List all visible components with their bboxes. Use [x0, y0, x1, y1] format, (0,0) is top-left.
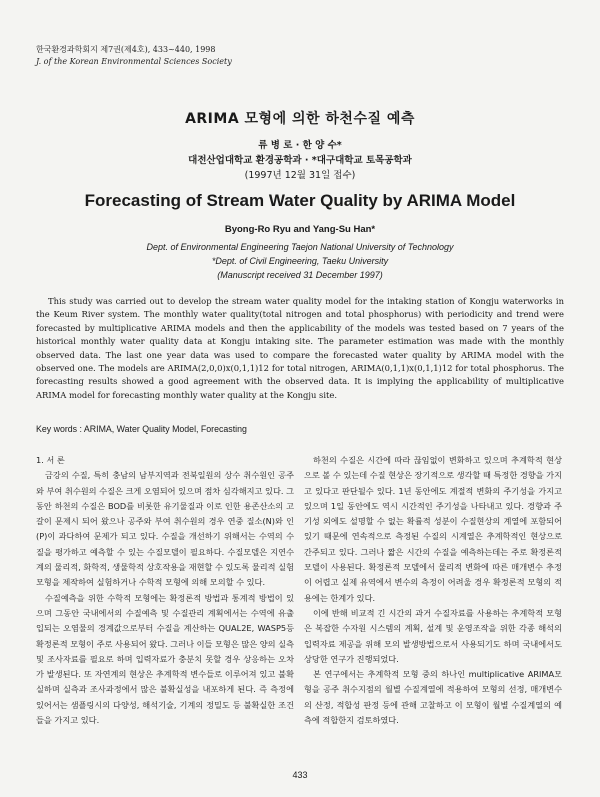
- journal-volume-line: 한국환경과학회지 제7권(제4호), 433~440, 1998: [36, 45, 216, 54]
- korean-title: ARIMA 모형에 의한 하천수질 예측: [185, 111, 415, 127]
- keywords: Key words : ARIMA, Water Quality Model, Forecasting: [36, 424, 247, 434]
- right-column: [304, 453, 562, 728]
- korean-received-date: (1997년 12월 31일 접수): [244, 170, 356, 181]
- abstract: [36, 295, 564, 402]
- paragraph: 본 연구에서는 추계학적 모형 중의 하나인 multiplicative ARIMA모형을 공주 취수지점의 월별 수질계열에 적용하여 모형의 선정, 매개변수의 산정, 적합성 판정 등에 관해 고찰하고 이 모형이 월별 수질계열의 예측에 적합한지 검토하였다.: [304, 669, 562, 726]
- korean-authors: 류 병 로 · 한 양 수*: [258, 140, 342, 151]
- paragraph: 수질예측을 위한 수학적 모형에는 확정론적 방법과 통계적 방법이 있으며 그동안 국내에서의 수질예측 및 수질관리 계획에서는 수역에 유출입되는 오염물의 경계값으로부터 수질을 계산하는 QUAL2E, WASP5등 확정론적 모형이 주로 사용되어 왔다. 그러나 이들 모형은 많은 양의 실측 및 조사자료를 필요로 하며 입력자료가 충분치 못할 경우 상응하는 오차가 발생된다. 또 자연계의 현상은 추계학적 변수들로 이루어져 있고 불확실하며 실측과 조사과정에서 많은 불확실성을 내포하게 된다. 즉 측정에 있어서는 샘플링시의 다양성, 해석기술, 기계의 정밀도 등 불확실한 조건들을 가지고 있다.: [36, 592, 294, 726]
- english-affiliation-1: Dept. of Environmental Engineering Taejon National University of Technology: [146, 242, 454, 252]
- paragraph: 금강의 수질, 특히 충남의 남부지역과 전북일원의 상수 취수원인 공주와 부여 취수원의 수질은 크게 오염되어 있으며 점차 심각해지고 있다. 그동안 하천의 수질은 BOD를 비롯한 유기물질과 이로 인한 용존산소의 고갈이 문제시 되어 왔으나 공주와 부여 취수원의 경우 연중 질소(N)와 인(P)이 과다하여 문제가 되고 있다. 수질을 개선하기 위해서는 수역의 수질을 평가하고 예측할 수 있는 수질모델이 필요하다. 수질모델은 지연수계의 물리적, 화학적, 생물학적 상호작용을 재현할 수 있도록 물리적 실험모형을 제작하여 실험하거나 수학적 모형에 의해 모의할 수 있다.: [36, 470, 294, 588]
- english-affiliation-2: *Dept. of Civil Engineering, Taeku University: [211, 256, 389, 266]
- manuscript-received: (Manuscript received 31 December 1997): [217, 270, 383, 280]
- english-authors: Byong-Ro Ryu and Yang-Su Han*: [224, 224, 376, 235]
- left-column: [36, 453, 294, 728]
- abstract-text: This study was carried out to develop the stream water quality model for the intaking station of Kongju waterworks in the Keum River system. The monthly water quality(total nitrogen and total phosphorus) with periodicity and trend were forecasted by multiplicative ARIMA models and then the applicability of the models was tested based on 7 years of the historical monthly water quality data at Kongju intaking site. The parameter estimation was made with the monthly observed data. The last one year data was used to compare the forecasted water quality by ARIMA model with the observed one. The models are ARIMA(2,0,0)x(0,1,1)12 for total nitrogen, ARIMA(0,1,1)x(0,1,1)12 for total phosphorus. The forecasting results showed a good agreement with the observed data. It is implying the applicability of multiplicative ARIMA model for forecasting monthly water quality at the Kongju site.: [36, 296, 564, 400]
- korean-affiliation: 대전산업대학교 환경공학과 · *대구대학교 토목공학과: [188, 155, 412, 166]
- page-number: 433: [292, 770, 308, 780]
- journal-name: J. of the Korean Environmental Sciences Society: [36, 57, 232, 66]
- paragraph: 이에 반해 비교적 긴 시간의 과거 수질자료를 사용하는 추계학적 모형은 복잡한 수자원 시스템의 계획, 설계 및 운영조작을 위한 각종 해석의 입력자료 제공을 위해 모의 발생방법으로서 사용되기도 하며 국내에서도 상당한 연구가 진행되었다.: [304, 607, 562, 664]
- english-title: Forecasting of Stream Water Quality by ARIMA Model: [84, 191, 516, 210]
- section-heading: 1. 서 론: [36, 455, 65, 465]
- paragraph: 하천의 수질은 시간에 따라 끊임없이 변화하고 있으며 추계학적 현상으로 볼 수 있는데 수질 현상은 장기적으로 생각할 때 특정한 경향을 가지고 있다고 판단될수 있다. 1년 동안에도 계절적 변화의 주기성을 가지고 있으며 1일 동안에도 역시 시간적인 주기성을 나타내고 있다. 경향과 주기성 외에도 설명할 수 없는 확률적 성분이 수질현상의 계열에 포함되어 있기 때문에 연속적으로 측정된 수질의 시계열은 추계학적인 현상으로 간주되고 있다. 그러나 짧은 시간의 수질을 예측하는데는 주로 확정론적 모델이 사용된다. 확정론적 모델에서 물리적 변화에 따른 매개변수 추정이 어렵고 실제 유역에서 변수의 측정이 어려울 경우 확정론적 모형의 적용에는 한계가 있다.: [304, 455, 562, 603]
- journal-header: [36, 44, 232, 68]
